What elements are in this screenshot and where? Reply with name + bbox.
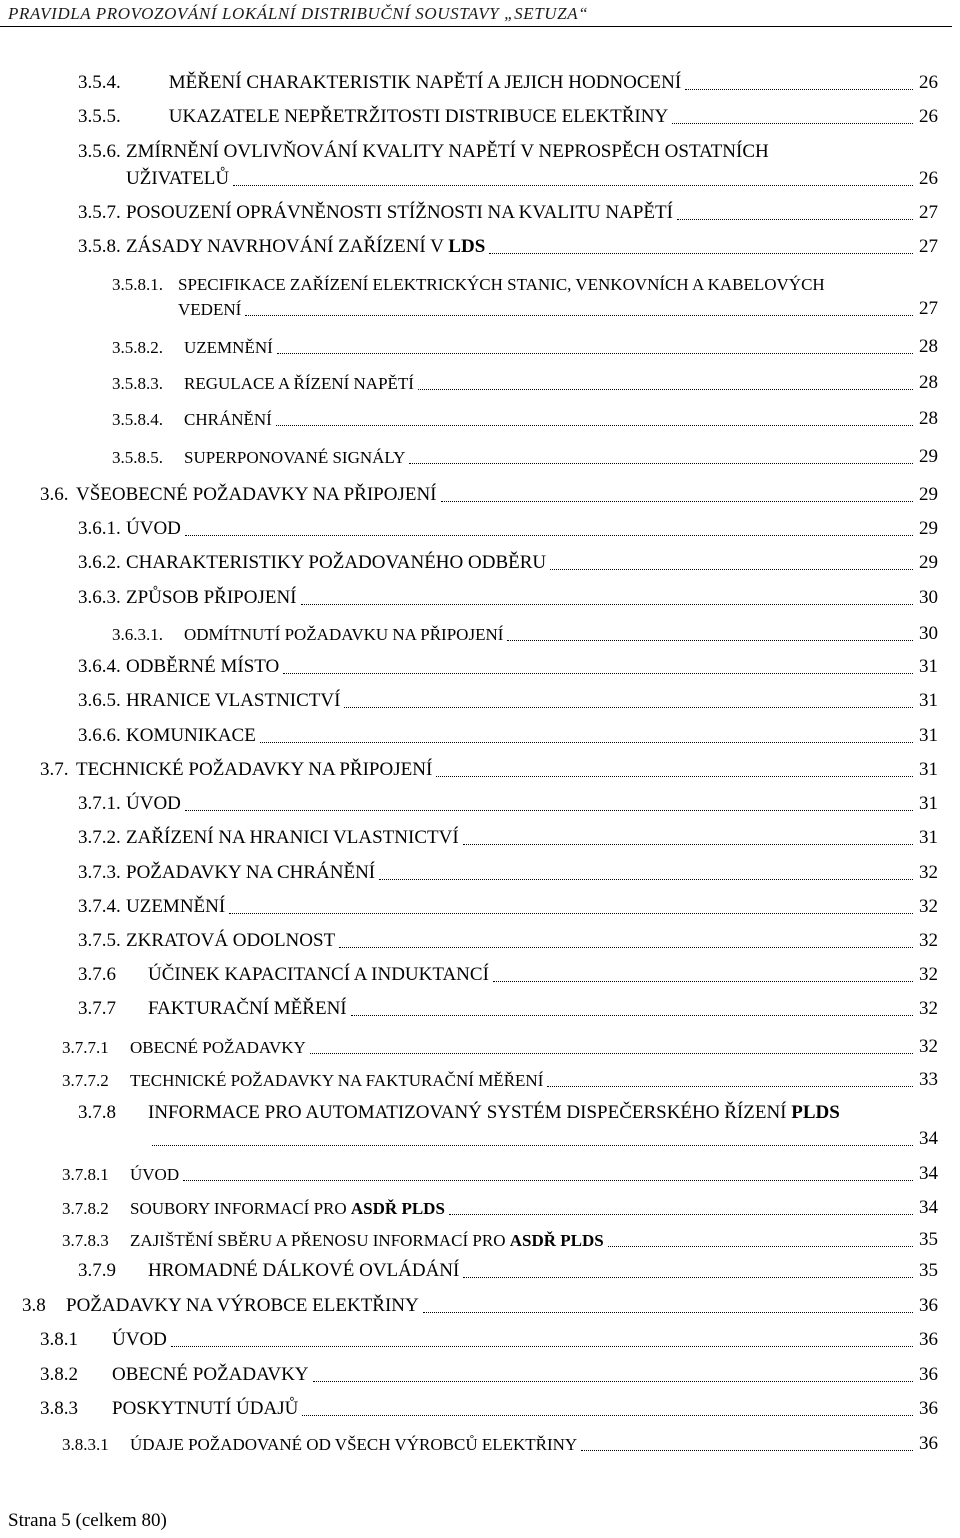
- toc-entry-page: 36: [919, 1295, 938, 1316]
- toc-entry[interactable]: [78, 236, 938, 258]
- toc-entry[interactable]: [78, 964, 938, 986]
- toc-entry[interactable]: [78, 656, 938, 678]
- dot-leader: [436, 776, 913, 777]
- dot-leader: [489, 253, 913, 254]
- dot-leader: [418, 389, 913, 390]
- toc-entry-title: ÚVOD: [126, 518, 181, 539]
- toc-entry[interactable]: [78, 1260, 938, 1282]
- toc-entry[interactable]: [78, 552, 938, 574]
- toc-entry-number: 3.6.3.: [78, 587, 121, 608]
- toc-entry-title: ZKRATOVÁ ODOLNOST: [126, 930, 336, 951]
- toc-entry-page: 35: [919, 1229, 938, 1250]
- toc-entry-number: 3.5.7.: [78, 202, 121, 223]
- toc-entry-page: 36: [919, 1329, 938, 1350]
- toc-entry-title: TECHNICKÉ POŽADAVKY NA PŘIPOJENÍ: [76, 759, 433, 780]
- toc-entry-page: 32: [919, 896, 938, 917]
- toc-entry-number: 3.6.1.: [78, 518, 121, 539]
- toc-entry[interactable]: [78, 202, 938, 224]
- toc-entry-title: UZEMNĚNÍ: [184, 338, 273, 358]
- toc-entry[interactable]: [78, 725, 938, 747]
- toc-entry-page: 28: [919, 372, 938, 393]
- toc-entry[interactable]: [22, 1295, 938, 1317]
- toc-entry-title: UZEMNĚNÍ: [126, 896, 226, 917]
- dot-leader: [313, 1381, 913, 1382]
- toc-entry-number: 3.5.8.3.: [112, 374, 163, 394]
- toc-entry-page: 32: [919, 930, 938, 951]
- toc-entry-number: 3.7.8.3: [62, 1231, 109, 1251]
- toc-entry-page: 26: [919, 72, 938, 93]
- toc-entry-title: ZAŘÍZENÍ NA HRANICI VLASTNICTVÍ: [126, 827, 459, 848]
- dot-leader: [185, 810, 913, 811]
- dot-leader: [183, 1180, 913, 1181]
- toc-entry-title: ÚVOD: [130, 1165, 180, 1185]
- toc-entry-title: SPECIFIKACE ZAŘÍZENÍ ELEKTRICKÝCH STANIC, VENKOVNÍCH A KABELOVÝCH: [178, 275, 825, 294]
- dot-leader: [229, 913, 913, 914]
- toc-entry[interactable]: [78, 106, 938, 128]
- toc-entry-title: POSKYTNUTÍ ÚDAJŮ: [112, 1398, 299, 1419]
- toc-entry-page: 31: [919, 690, 938, 711]
- dot-leader: [685, 89, 913, 90]
- toc-entry-title: CHARAKTERISTIKY POŽADOVANÉHO ODBĚRU: [126, 552, 547, 573]
- toc-entry-title: POSOUZENÍ OPRÁVNĚNOSTI STÍŽNOSTI NA KVALITU NAPĚTÍ: [126, 202, 673, 223]
- toc-entry[interactable]: [40, 1329, 938, 1351]
- toc-entry-page: 36: [919, 1398, 938, 1419]
- toc-entry-title: INFORMACE PRO AUTOMATIZOVANÝ SYSTÉM DISPEČERSKÉHO ŘÍZENÍ PLDS: [148, 1102, 840, 1123]
- dot-leader: [547, 1086, 913, 1087]
- toc-entry-page: 27: [919, 202, 938, 223]
- toc-entry-page: 32: [919, 964, 938, 985]
- dot-leader: [302, 1415, 913, 1416]
- dot-leader: [677, 219, 913, 220]
- toc-entry-page: 34: [919, 1128, 938, 1149]
- toc-entry-title: HROMADNÉ DÁLKOVÉ OVLÁDÁNÍ: [148, 1260, 460, 1281]
- dot-leader: [493, 981, 913, 982]
- toc-entry[interactable]: [78, 930, 938, 952]
- toc-entry[interactable]: [78, 518, 938, 540]
- toc-entry[interactable]: [78, 587, 938, 609]
- toc-entry-title: ÚVOD: [112, 1329, 167, 1350]
- toc-entry-title: ÚVOD: [126, 793, 181, 814]
- toc-entry-page: 29: [919, 446, 938, 467]
- toc-entry-number: 3.8: [22, 1295, 46, 1316]
- dot-leader: [233, 185, 913, 186]
- toc-entry-title: REGULACE A ŘÍZENÍ NAPĚTÍ: [184, 374, 414, 394]
- toc-entry-number: 3.6.: [40, 484, 69, 505]
- toc-entry-number: 3.6.4.: [78, 656, 121, 677]
- toc-entry[interactable]: [78, 827, 938, 849]
- toc-entry-page: 27: [919, 236, 938, 257]
- toc-entry-title-continued: VEDENÍ: [178, 300, 242, 320]
- toc-entry[interactable]: [112, 623, 938, 645]
- toc-entry[interactable]: [62, 1433, 938, 1455]
- toc-entry[interactable]: [78, 793, 938, 815]
- toc-entry-title: UKAZATELE NEPŘETRŽITOSTI DISTRIBUCE ELEKTŘINY: [168, 106, 669, 127]
- toc-entry-number: 3.5.8.2.: [112, 338, 163, 358]
- toc-entry[interactable]: [78, 72, 938, 94]
- toc-entry[interactable]: [62, 1229, 938, 1251]
- toc-entry-number: 3.5.8.: [78, 236, 121, 257]
- toc-entry-number: 3.6.3.1.: [112, 625, 163, 645]
- toc-entry-number: 3.8.2: [40, 1364, 78, 1385]
- toc-entry-page: 34: [919, 1163, 938, 1184]
- toc-entry-number: 3.7.7: [78, 998, 116, 1019]
- dot-leader: [463, 844, 913, 845]
- toc-entry[interactable]: [78, 896, 938, 918]
- toc-entry-page: 31: [919, 656, 938, 677]
- toc-entry-number: 3.5.4.: [78, 72, 121, 93]
- dot-leader: [608, 1246, 913, 1247]
- toc-entry-page: 33: [919, 1069, 938, 1090]
- dot-leader: [301, 604, 913, 605]
- toc-entry-number: 3.6.2.: [78, 552, 121, 573]
- toc-entry-page: 36: [919, 1433, 938, 1454]
- toc-entry[interactable]: [40, 484, 938, 506]
- toc-entry-number: 3.6.6.: [78, 725, 121, 746]
- toc-entry-title: OBECNÉ POŽADAVKY: [112, 1364, 309, 1385]
- toc-entry-number: 3.7.1.: [78, 793, 121, 814]
- toc-entry-title: SOUBORY INFORMACÍ PRO ASDŘ PLDS: [130, 1199, 445, 1219]
- toc-entry-page: 32: [919, 998, 938, 1019]
- toc-entry-page: 35: [919, 1260, 938, 1281]
- toc-entry[interactable]: [112, 336, 938, 358]
- toc-entry[interactable]: [62, 1197, 938, 1219]
- toc-entry[interactable]: [112, 446, 938, 468]
- toc-entry-page: 29: [919, 518, 938, 539]
- dot-leader: [260, 742, 913, 743]
- dot-leader: [672, 123, 913, 124]
- toc-entry[interactable]: [112, 408, 938, 430]
- toc-entry-title: ZAJIŠTĚNÍ SBĚRU A PŘENOSU INFORMACÍ PRO ASDŘ PLDS: [130, 1231, 604, 1251]
- toc-entry-title: ZPŮSOB PŘIPOJENÍ: [126, 587, 297, 608]
- toc-entry[interactable]: [78, 998, 938, 1020]
- toc-entry-page: 26: [919, 168, 938, 189]
- dot-leader: [507, 640, 913, 641]
- toc-entry-title: POŽADAVKY NA CHRÁNĚNÍ: [126, 862, 376, 883]
- toc-entry-number: 3.7.5.: [78, 930, 121, 951]
- toc-entry-title: TECHNICKÉ POŽADAVKY NA FAKTURAČNÍ MĚŘENÍ: [130, 1071, 544, 1091]
- toc-entry-page: 26: [919, 106, 938, 127]
- toc-entry[interactable]: [78, 862, 938, 884]
- toc-entry-title: ZÁSADY NAVRHOVÁNÍ ZAŘÍZENÍ V LDS: [126, 236, 486, 257]
- toc-entry-page: 31: [919, 793, 938, 814]
- toc-entry-title: ÚDAJE POŽADOVANÉ OD VŠECH VÝROBCŮ ELEKTŘINY: [130, 1435, 578, 1455]
- toc-entry-page: 31: [919, 759, 938, 780]
- toc-entry-page: 29: [919, 484, 938, 505]
- toc-entry-number: 3.7.7.1: [62, 1038, 109, 1058]
- toc-entry-page: 30: [919, 623, 938, 644]
- dot-leader: [449, 1214, 913, 1215]
- toc-entry-number: 3.7.8.2: [62, 1199, 109, 1219]
- toc-entry[interactable]: [62, 1036, 938, 1058]
- dot-leader: [550, 569, 913, 570]
- toc-entry-number: 3.6.5.: [78, 690, 121, 711]
- toc-entry-number: 3.7.8: [78, 1102, 116, 1123]
- dot-leader: [463, 1277, 913, 1278]
- toc-entry-page: 28: [919, 336, 938, 357]
- toc-entry-title: POŽADAVKY NA VÝROBCE ELEKTŘINY: [66, 1295, 419, 1316]
- page-header: PRAVIDLA PROVOZOVÁNÍ LOKÁLNÍ DISTRIBUČNÍ SOUSTAVY „SETUZA“: [0, 2, 952, 27]
- toc-entry-number: 3.5.8.4.: [112, 410, 163, 430]
- toc-entry-title: CHRÁNĚNÍ: [184, 410, 272, 430]
- toc-entry[interactable]: [40, 1364, 938, 1386]
- toc-entry-title: KOMUNIKACE: [126, 725, 256, 746]
- dot-leader: [379, 879, 913, 880]
- toc-entry-title: MĚŘENÍ CHARAKTERISTIK NAPĚTÍ A JEJICH HODNOCENÍ: [168, 72, 682, 93]
- toc-entry-number: 3.5.6.: [78, 141, 121, 162]
- toc-entry-title-continued: UŽIVATELŮ: [126, 168, 230, 189]
- toc-entry-number: 3.7.3.: [78, 862, 121, 883]
- toc-entry-title: ZMÍRNĚNÍ OVLIVŇOVÁNÍ KVALITY NAPĚTÍ V NEPROSPĚCH OSTATNÍCH: [126, 141, 769, 162]
- dot-leader: [344, 707, 913, 708]
- dot-leader: [310, 1053, 913, 1054]
- toc-entry-number: 3.7.4.: [78, 896, 121, 917]
- dot-leader: [276, 425, 913, 426]
- toc-entry-number: 3.7.6: [78, 964, 116, 985]
- dot-leader: [185, 535, 913, 536]
- dot-leader: [277, 353, 913, 354]
- toc-entry-title: HRANICE VLASTNICTVÍ: [126, 690, 341, 711]
- toc-entry-page: 29: [919, 552, 938, 573]
- toc-entry-number: 3.5.8.5.: [112, 448, 163, 468]
- toc-entry[interactable]: [40, 759, 938, 781]
- toc-entry[interactable]: [62, 1163, 938, 1185]
- toc-entry-page: 31: [919, 827, 938, 848]
- dot-leader: [409, 463, 913, 464]
- toc-entry-number: 3.7.9: [78, 1260, 116, 1281]
- toc-entry-number: 3.8.3: [40, 1398, 78, 1419]
- toc-entry[interactable]: [62, 1069, 938, 1091]
- toc-entry-number: 3.5.8.1.: [112, 275, 163, 294]
- toc-entry[interactable]: [112, 372, 938, 394]
- toc-entry-number: 3.8.1: [40, 1329, 78, 1350]
- toc-entry-title: SUPERPONOVANÉ SIGNÁLY: [184, 448, 406, 468]
- dot-leader: [581, 1450, 913, 1451]
- dot-leader: [351, 1015, 913, 1016]
- dot-leader: [339, 947, 913, 948]
- toc-entry-number: 3.7.8.1: [62, 1165, 109, 1185]
- toc-entry-title: ODMÍTNUTÍ POŽADAVKU NA PŘIPOJENÍ: [184, 625, 504, 645]
- toc-entry-title: OBECNÉ POŽADAVKY: [130, 1038, 306, 1058]
- dot-leader: [423, 1312, 913, 1313]
- toc-entry-number: 3.8.3.1: [62, 1435, 109, 1455]
- toc-entry-number: 3.7.2.: [78, 827, 121, 848]
- toc-entry-page: 30: [919, 587, 938, 608]
- toc-entry[interactable]: [40, 1398, 938, 1420]
- toc-entry-page: 28: [919, 408, 938, 429]
- toc-entry-page: 31: [919, 725, 938, 746]
- dot-leader: [245, 315, 913, 316]
- toc-entry-number: 3.7.7.2: [62, 1071, 109, 1091]
- toc-entry[interactable]: [78, 690, 938, 712]
- page-footer: Strana 5 (celkem 80): [8, 1510, 167, 1531]
- toc-entry-page: 32: [919, 862, 938, 883]
- toc-entry-title: FAKTURAČNÍ MĚŘENÍ: [148, 998, 347, 1019]
- toc-entry-number: 3.5.5.: [78, 106, 121, 127]
- toc-entry-title: ODBĚRNÉ MÍSTO: [126, 656, 280, 677]
- toc-entry-number: 3.7.: [40, 759, 69, 780]
- dot-leader: [283, 673, 913, 674]
- toc-entry-title: VŠEOBECNÉ POŽADAVKY NA PŘIPOJENÍ: [76, 484, 437, 505]
- toc-entry-page: 34: [919, 1197, 938, 1218]
- dot-leader: [441, 501, 913, 502]
- dot-leader: [171, 1346, 913, 1347]
- toc-entry-page: 32: [919, 1036, 938, 1057]
- dot-leader: [152, 1145, 913, 1146]
- toc-entry-title: ÚČINEK KAPACITANCÍ A INDUKTANCÍ: [148, 964, 489, 985]
- toc-entry-page: 27: [919, 298, 938, 319]
- toc-entry-page: 36: [919, 1364, 938, 1385]
